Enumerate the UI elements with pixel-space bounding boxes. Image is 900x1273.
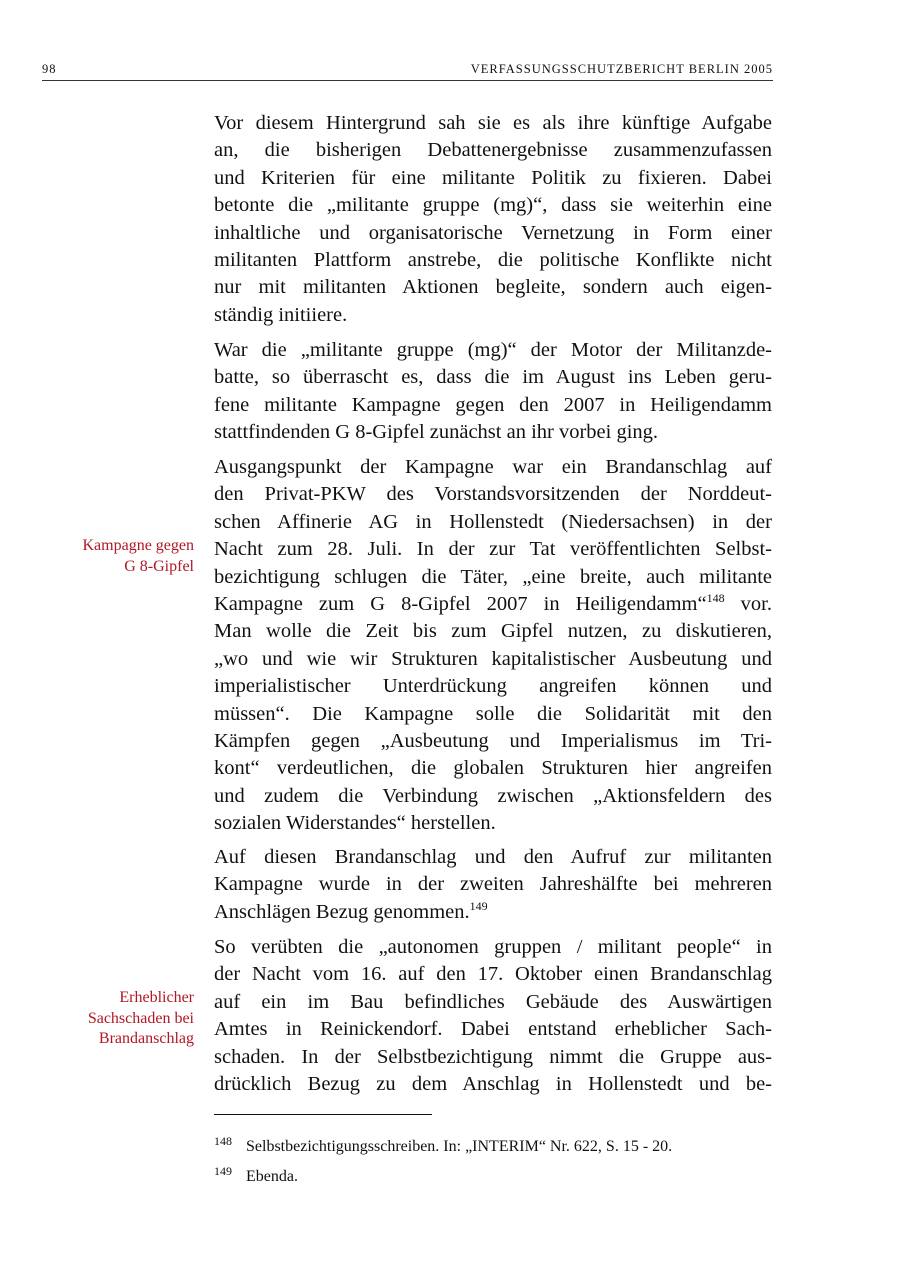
margin-note-line: Kampagne gegen (82, 537, 194, 554)
footnote-number: 149 (214, 1164, 232, 1178)
footnote-reference: 149 (469, 898, 488, 913)
paragraph (214, 844, 772, 926)
footnote-rule (214, 1114, 432, 1115)
text-line: Man wolle die Zeit bis zum Gipfel nutzen, zu diskutieren, (214, 620, 772, 643)
text-line: bezichtigung schlugen die Täter, „eine breite, auch militante (214, 565, 772, 588)
text-line: ständig initiiere. (214, 303, 348, 326)
text-line: Nacht zum 28. Juli. In der zur Tat veröffentlichten Selbst- (214, 538, 772, 561)
text-line: „wo und wie wir Strukturen kapitalistischer Ausbeutung und (214, 647, 772, 670)
margin-note-line: Erheblicher (119, 989, 194, 1006)
text-line: betonte die „militante gruppe (mg)“, dass sie weiterhin eine (214, 194, 772, 217)
text-line: So verübten die „autonomen gruppen / militant people“ in (214, 936, 772, 958)
text-line: der Nacht vom 16. auf den 17. Oktober einen Brandanschlag (214, 963, 772, 986)
header-title: VERFASSUNGSSCHUTZBERICHT BERLIN 2005 (470, 62, 773, 76)
text-line: müssen“. Die Kampagne solle die Solidarität mit den (214, 702, 772, 725)
text-line: stattfindenden G 8-Gipfel zunächst an ihr vorbei ging. (214, 421, 659, 444)
text-segment: Kampagne zum G 8-Gipfel 2007 in Heiligendamm“ (214, 593, 707, 616)
text-line: Kämpfen gegen „Ausbeutung und Imperialismus im Tri- (214, 730, 772, 753)
text-line: und zudem die Verbindung zwischen „Aktionsfeldern des (214, 784, 772, 807)
text-line: schaden. In der Selbstbezichtigung nimmt die Gruppe aus- (214, 1045, 772, 1068)
margin-note-line: Brandanschlag (98, 1030, 194, 1047)
paragraph (214, 337, 772, 447)
text-line: Ausgangspunkt der Kampagne war ein Brandanschlag auf (214, 456, 772, 478)
paragraph (214, 454, 772, 838)
text-line-with-footnote (214, 899, 772, 926)
text-line: fene militante Kampagne gegen den 2007 in Heiligendamm (214, 393, 772, 416)
margin-note (24, 536, 194, 577)
footnote-text: Selbstbezichtigungsschreiben. In: „INTERIM“ Nr. 622, S. 15 - 20. (246, 1138, 673, 1155)
footnote-text: Ebenda. (246, 1168, 298, 1185)
text-line: Auf diesen Brandanschlag und den Aufruf zur militanten (214, 846, 772, 868)
paragraph (214, 110, 772, 329)
page-number: 98 (42, 62, 57, 76)
text-line: drücklich Bezug zu dem Anschlag in Hollenstedt und be- (214, 1073, 772, 1096)
text-line: den Privat-PKW des Vorstandsvorsitzenden der Norddeut- (214, 483, 772, 506)
text-segment: Anschlägen Bezug genommen. (214, 900, 470, 923)
text-segment: vor. (724, 593, 772, 616)
text-line: an, die bisherigen Debattenergebnisse zusammenzufassen (214, 139, 772, 162)
text-line: Amtes in Reinickendorf. Dabei entstand erheblicher Sach- (214, 1018, 772, 1041)
text-line: imperialistischer Unterdrückung angreifen können und (214, 675, 772, 698)
footnote-number: 148 (214, 1134, 232, 1148)
text-line: War die „militante gruppe (mg)“ der Motor der Militanzde- (214, 339, 772, 361)
margin-note-line: G 8-Gipfel (124, 557, 194, 575)
footnote-reference: 148 (706, 591, 725, 606)
text-line-with-footnote (214, 591, 772, 618)
margin-note-line: Sachschaden bei (87, 1009, 194, 1027)
text-line: und Kriterien für eine militante Politik zu fixieren. Dabei (214, 166, 772, 189)
text-line: auf ein im Bau befindliches Gebäude des Auswärtigen (214, 990, 772, 1013)
text-line: inhaltliche und organisatorische Vernetzung in Form einer (214, 221, 772, 244)
text-line: nur mit militanten Aktionen begleite, sondern auch eigen- (214, 276, 772, 299)
text-line: Kampagne wurde in der zweiten Jahreshälfte bei mehreren (214, 873, 772, 896)
text-line: schen Affinerie AG in Hollenstedt (Niedersachsen) in der (214, 510, 772, 533)
header-rule (42, 80, 773, 81)
paragraph (214, 934, 772, 1098)
text-line: batte, so überrascht es, dass die im August ins Leben geru- (214, 366, 772, 389)
margin-note (24, 988, 194, 1050)
text-line: Vor diesem Hintergrund sah sie es als ihre künftige Aufgabe (214, 112, 772, 134)
text-line: militanten Plattform anstrebe, die politische Konflikte nicht (214, 249, 772, 272)
text-line: sozialen Widerstandes“ herstellen. (214, 812, 496, 835)
text-line: kont“ verdeutlichen, die globalen Strukturen hier angreifen (214, 757, 772, 780)
